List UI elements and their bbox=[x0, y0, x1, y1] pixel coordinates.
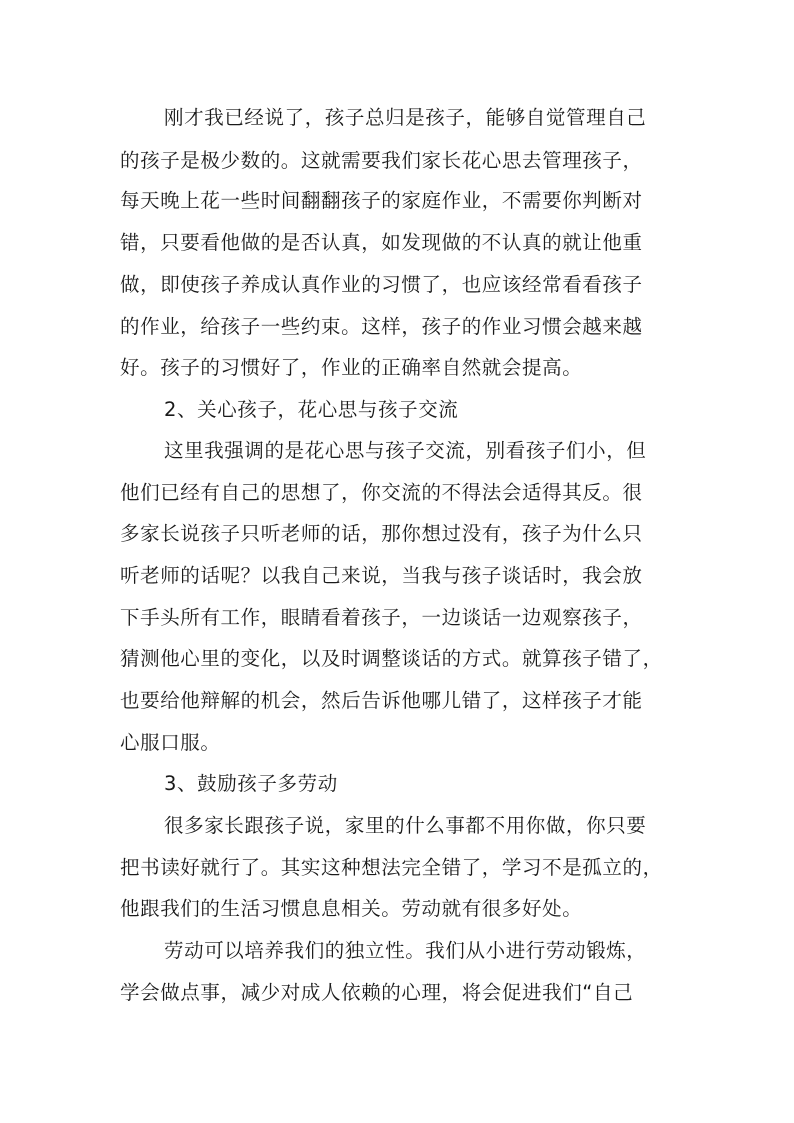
text-line: 错，只要看他做的是否认真，如发现做的不认真的就让他重 bbox=[120, 231, 643, 254]
text-line: 听老师的话呢？以我自己来说，当我与孩子谈话时，我会放 bbox=[120, 564, 643, 587]
text-line: 多家长说孩子只听老师的话，那你想过没有，孩子为什么只 bbox=[120, 522, 643, 545]
text-line: 他跟我们的生活习惯息息相关。劳动就有很多好处。 bbox=[120, 897, 583, 920]
text-line: 下手头所有工作，眼睛看着孩子，一边谈话一边观察孩子， bbox=[120, 606, 643, 629]
text-line: 做，即使孩子养成认真作业的习惯了，也应该经常看看孩子 bbox=[120, 273, 643, 296]
text-line: 好。孩子的习惯好了，作业的正确率自然就会提高。 bbox=[120, 356, 583, 379]
text-line: 把书读好就行了。其实这种想法完全错了，学习不是孤立的， bbox=[120, 856, 663, 879]
section-heading: 2、关心孩子，花心思与孩子交流 bbox=[164, 398, 459, 421]
text-line: 学会做点事，减少对成人依赖的心理，将会促进我们“自己 bbox=[120, 981, 634, 1004]
text-line: 的孩子是极少数的。这就需要我们家长花心思去管理孩子， bbox=[120, 149, 643, 172]
text-line: 这里我强调的是花心思与孩子交流，别看孩子们小，但 bbox=[164, 439, 647, 462]
text-line: 他们已经有自己的思想了，你交流的不得法会适得其反。很 bbox=[120, 481, 643, 504]
text-line: 很多家长跟孩子说，家里的什么事都不用你做，你只要 bbox=[164, 814, 647, 837]
text-line: 每天晚上花一些时间翻翻孩子的家庭作业，不需要你判断对 bbox=[120, 189, 643, 212]
text-line: 猜测他心里的变化，以及时调整谈话的方式。就算孩子错了， bbox=[120, 647, 663, 670]
text-line: 刚才我已经说了，孩子总归是孩子，能够自觉管理自己 bbox=[164, 106, 647, 129]
text-line: 劳动可以培养我们的独立性。我们从小进行劳动锻炼， bbox=[164, 939, 647, 962]
text-line: 心服口服。 bbox=[120, 731, 221, 754]
text-line: 也要给他辩解的机会，然后告诉他哪儿错了，这样孩子才能 bbox=[120, 689, 643, 712]
section-heading: 3、鼓励孩子多劳动 bbox=[164, 772, 338, 795]
text-line: 的作业，给孩子一些约束。这样，孩子的作业习惯会越来越 bbox=[120, 315, 643, 338]
